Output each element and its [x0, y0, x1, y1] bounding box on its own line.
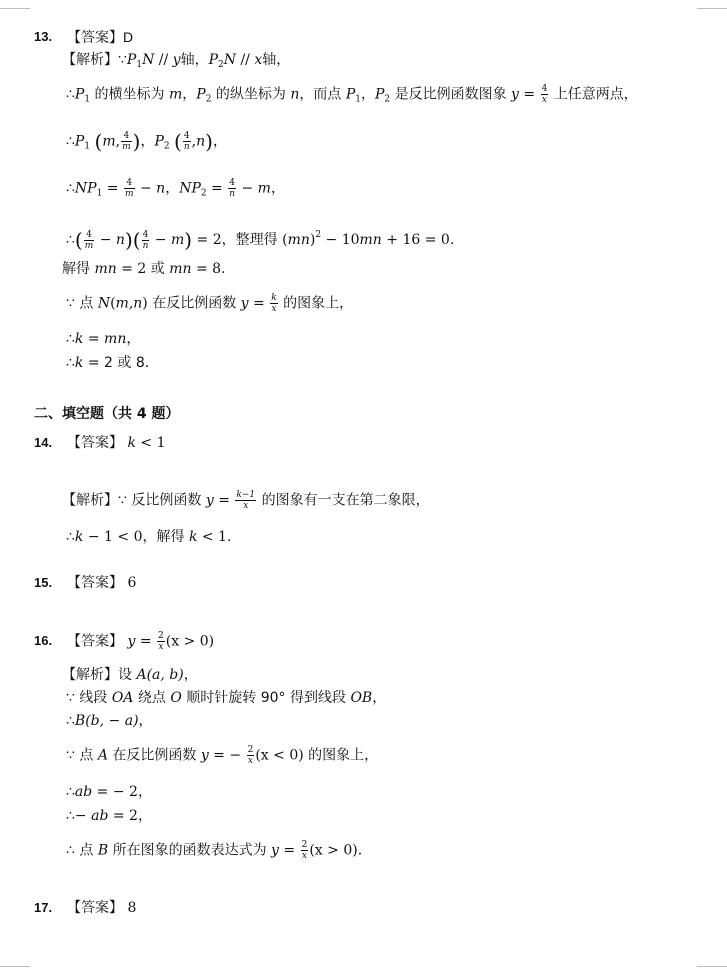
- math-var: NP: [179, 180, 201, 197]
- math-sub: 1: [136, 60, 143, 70]
- text-fragment: 设: [118, 667, 137, 683]
- math-var: k: [127, 435, 136, 451]
- fraction-numerator: k−1: [236, 490, 256, 500]
- text-fragment: ，整理得: [221, 232, 283, 248]
- therefore-symbol: ∴: [66, 842, 75, 859]
- text-fragment: 的纵坐标为: [211, 86, 291, 103]
- text-fragment: .: [357, 842, 363, 859]
- text-fragment: 所在图象的函数表达式为: [108, 842, 272, 859]
- therefore-symbol: ∴: [66, 784, 75, 800]
- therefore-symbol: ∴: [66, 86, 75, 103]
- math-var: B: [97, 842, 109, 859]
- q17-answer-tag: 【答案】: [67, 900, 123, 916]
- math-var: N: [223, 52, 236, 68]
- q13-analysis-line-9: [66, 353, 149, 373]
- text-fragment: 解得: [62, 261, 95, 277]
- math-var: x: [254, 52, 263, 68]
- math-var: (a, b): [146, 667, 184, 683]
- fraction: [124, 178, 135, 199]
- fraction-numerator: 4: [124, 178, 135, 189]
- fraction: [541, 84, 549, 105]
- fraction-numerator: 4: [229, 178, 235, 188]
- q16-analysis-line-3: [66, 711, 153, 731]
- math-op: ,: [191, 133, 197, 150]
- therefore-symbol: ∴: [66, 808, 75, 824]
- math-var: P: [74, 133, 85, 150]
- corner-mark-top-left: [0, 8, 30, 9]
- q16-analysis-line-4: [66, 745, 378, 766]
- fraction-numerator: 2: [158, 631, 164, 641]
- math-var: OA: [111, 690, 134, 706]
- fraction-numerator: 2: [247, 745, 254, 755]
- fraction-numerator: k: [271, 293, 277, 303]
- math-var: P: [74, 86, 85, 103]
- q16-analysis-line-7: [66, 840, 362, 861]
- because-symbol: ∵: [66, 295, 75, 312]
- fraction-denominator: x: [247, 756, 253, 766]
- because-symbol: ∵: [66, 690, 75, 706]
- text-fragment: 点: [74, 295, 98, 312]
- math-var: NP: [74, 180, 97, 197]
- math-sub: 1: [84, 94, 91, 105]
- q13-answer-tag: 【答案】: [67, 30, 123, 46]
- math-var: n: [290, 86, 300, 103]
- q14-analysis-line-1: [62, 490, 430, 511]
- text-fragment: ，: [270, 180, 285, 197]
- q14-answer-tag: 【答案】: [67, 435, 123, 451]
- math-op: = 2: [108, 808, 138, 824]
- fraction: [157, 631, 165, 652]
- fraction-numerator: 2: [301, 840, 308, 850]
- math-sup: 2: [315, 230, 322, 240]
- q13-answer-value: D: [123, 29, 134, 45]
- because-symbol: ∵: [66, 747, 75, 764]
- fraction-denominator: m: [84, 240, 94, 251]
- math-op: =: [248, 295, 270, 312]
- math-var: A: [136, 667, 147, 683]
- fraction-denominator: n: [229, 189, 236, 199]
- text-fragment: 上任意两点，: [549, 86, 638, 103]
- math-op: −: [74, 808, 92, 824]
- therefore-symbol: ∴: [66, 713, 75, 729]
- fraction-denominator: x: [243, 501, 249, 511]
- math-op: =: [135, 633, 157, 650]
- math-var: OB: [350, 690, 373, 706]
- math-var: n: [196, 133, 206, 150]
- q15-number: 15.: [34, 575, 53, 590]
- math-var: O: [170, 690, 182, 706]
- text-fragment: ，: [183, 667, 198, 683]
- therefore-symbol: ∴: [66, 232, 75, 248]
- math-var: P: [126, 52, 137, 68]
- text-fragment: 的横坐标为: [90, 86, 169, 103]
- math-op: =: [278, 842, 300, 859]
- math-var: N: [97, 295, 111, 312]
- text-fragment: ，解得: [142, 529, 189, 545]
- fraction: [84, 230, 95, 251]
- fraction: [121, 131, 132, 152]
- math-var: n: [115, 232, 125, 248]
- q16-answer-tag: 【答案】: [67, 633, 123, 650]
- math-var: n: [156, 180, 166, 197]
- q17-answer-value: 8: [127, 900, 137, 916]
- text-fragment: = 2 或 8: [83, 355, 145, 371]
- math-var: P: [374, 86, 385, 103]
- fraction-denominator: m: [122, 142, 131, 152]
- math-sub: 2: [163, 141, 170, 152]
- math-sub: 2: [384, 94, 391, 105]
- text-fragment: .: [144, 355, 150, 371]
- text-fragment: 轴，: [180, 52, 209, 68]
- math-var: k: [188, 529, 198, 545]
- math-var: P: [208, 52, 219, 68]
- because-symbol: ∵: [118, 52, 127, 68]
- q16-analysis-line-6: [66, 806, 152, 826]
- text-fragment: ，: [182, 86, 197, 103]
- math-var: m,n: [115, 295, 143, 312]
- text-fragment: ，: [137, 784, 152, 800]
- text-fragment: 轴，: [262, 52, 291, 68]
- text-fragment: 点: [74, 842, 98, 859]
- fraction-denominator: n: [183, 142, 190, 152]
- fraction-numerator: 4: [84, 230, 95, 241]
- q13-analysis-line-1: [62, 50, 290, 75]
- math-op: //: [154, 52, 173, 68]
- math-var: A: [97, 747, 108, 764]
- math-condition: (x < 0): [255, 747, 304, 764]
- fraction-denominator: x: [541, 95, 547, 105]
- text-fragment: ，: [140, 133, 155, 150]
- q13-analysis-line-2: [66, 84, 638, 110]
- math-op: = 2: [192, 232, 222, 248]
- text-fragment: 的图象有一支在第二象限，: [257, 492, 430, 509]
- math-var: y: [200, 747, 209, 764]
- math-sub: 1: [84, 141, 91, 152]
- q16-analysis-tag: 【解析】: [62, 667, 118, 683]
- q16-number: 16.: [34, 633, 53, 648]
- math-op: − 1 < 0: [83, 529, 143, 545]
- math-op: =: [213, 492, 235, 509]
- fraction-numerator: 4: [121, 131, 132, 142]
- math-var: y: [172, 52, 181, 68]
- math-var: y: [240, 295, 249, 312]
- fraction-numerator: 4: [541, 84, 548, 94]
- corner-mark-bottom-right: [697, 966, 727, 967]
- fraction-denominator: x: [158, 642, 164, 652]
- math-var: mn: [94, 261, 117, 277]
- math-var: y: [127, 633, 136, 650]
- q13-analysis-line-6: [62, 259, 226, 279]
- fraction-denominator: x: [301, 851, 307, 861]
- fraction: [142, 230, 150, 251]
- math-op: − 10: [321, 232, 360, 248]
- math-var: ab: [91, 808, 109, 824]
- text-fragment: 点: [74, 747, 98, 764]
- math-op: =: [518, 86, 540, 103]
- text-fragment: 在反比例函数: [147, 295, 241, 312]
- text-fragment: ，: [165, 180, 180, 197]
- q15-answer-tag: 【答案】: [67, 575, 123, 591]
- text-fragment: ，: [138, 713, 153, 729]
- math-var: (b, − a): [85, 713, 139, 729]
- math-var: B: [74, 713, 86, 729]
- q13-analysis-line-8: [66, 329, 140, 349]
- fraction: [228, 178, 236, 199]
- math-sub: 2: [218, 60, 224, 70]
- math-op: = 8: [191, 261, 222, 277]
- q17-number: 17.: [34, 900, 53, 915]
- math-sub: 2: [205, 94, 212, 105]
- math-op: =: [102, 180, 123, 197]
- text-fragment: ，: [360, 86, 375, 103]
- therefore-symbol: ∴: [66, 133, 75, 150]
- math-op: −: [135, 180, 157, 197]
- text-fragment: ，: [126, 331, 141, 347]
- fraction-numerator: 4: [142, 229, 149, 240]
- section-heading: 二、填空题（共 4 题）: [34, 406, 180, 422]
- math-op: < 1: [197, 529, 227, 545]
- math-var: mn: [104, 331, 127, 347]
- math-op: ,: [115, 133, 121, 150]
- math-var: P: [154, 133, 164, 150]
- math-op: = −: [208, 747, 246, 764]
- text-fragment: 在反比例函数: [107, 747, 201, 764]
- math-var: P: [345, 86, 356, 103]
- math-op: −: [237, 180, 258, 197]
- fraction: [301, 840, 309, 861]
- math-var: mn: [169, 261, 192, 277]
- math-op: //: [236, 52, 255, 68]
- math-op: =: [83, 331, 105, 347]
- q14-analysis-tag: 【解析】: [62, 492, 118, 509]
- math-sub: 2: [200, 188, 207, 199]
- fraction-denominator: x: [271, 304, 277, 314]
- text-fragment: 是反比例函数图象: [390, 86, 512, 103]
- q15-answer-value: 6: [127, 575, 137, 591]
- fraction-numerator: 4: [183, 131, 190, 141]
- math-op: −: [150, 232, 172, 248]
- q14-number: 14.: [34, 435, 53, 450]
- math-var: k: [74, 529, 84, 545]
- math-var: m: [102, 133, 116, 150]
- q13-analysis-line-7: ∵ 点 N(m,n) 在反比例函数 y = $\frac{k}{x}$ 的图象上，: [66, 293, 354, 314]
- text-fragment: 反比例函数: [126, 492, 206, 509]
- math-op: < 1: [135, 435, 166, 451]
- math-op: + 16 = 0: [381, 232, 450, 248]
- text-fragment: ，而点: [299, 86, 346, 103]
- therefore-symbol: ∴: [66, 180, 75, 197]
- fraction-denominator: m: [124, 189, 134, 199]
- math-op: =: [206, 180, 228, 197]
- math-op: = − 2: [92, 784, 138, 800]
- q13-analysis-line-4: [66, 178, 285, 204]
- math-sub: 1: [96, 188, 103, 199]
- q13-analysis-line-5: ∴( $\frac{4}{m}$ − n)( $\frac{4}{n}$ − m) = 2，整理得 (mn)$^2$ − 10mn + 16 = 0.: [66, 228, 455, 252]
- text-fragment: 绕点: [133, 690, 171, 706]
- math-var: mn: [287, 232, 310, 248]
- fraction: [183, 131, 191, 152]
- math-var: k: [74, 331, 84, 347]
- corner-mark-top-right: [697, 8, 727, 9]
- q13-analysis-line-3: $\therefore P_1$ (m, $\frac{4}{m}$ )，$P_2$ ( $\frac{4}{n}$ ,n)，: [66, 129, 227, 154]
- math-var: P: [196, 86, 206, 103]
- q14-analysis-line-2: [66, 527, 231, 547]
- fraction: [247, 745, 255, 766]
- q13-number: 13.: [34, 29, 53, 44]
- math-var: y: [205, 492, 214, 509]
- therefore-symbol: ∴: [66, 529, 75, 545]
- math-var: mn: [359, 232, 382, 248]
- math-sub: 1: [355, 94, 361, 105]
- math-var: m: [257, 180, 271, 197]
- math-var: k: [74, 355, 84, 371]
- text-fragment: .: [449, 232, 455, 248]
- text-fragment: .: [221, 261, 226, 277]
- text-fragment: 的图象上，: [278, 295, 354, 312]
- fraction: [270, 293, 277, 314]
- q13-analysis-tag: 【解析】: [62, 52, 118, 68]
- math-condition: (x > 0): [309, 842, 358, 859]
- math-var: y: [511, 86, 519, 103]
- q16-analysis-line-5: [66, 782, 152, 802]
- because-symbol: ∵: [118, 492, 127, 509]
- text-fragment: ，: [137, 808, 152, 824]
- math-op: −: [95, 232, 116, 248]
- therefore-symbol: ∴: [66, 331, 75, 347]
- text-fragment: ，: [212, 133, 227, 150]
- text-fragment: .: [226, 529, 232, 545]
- corner-mark-bottom-left: [0, 966, 30, 967]
- math-condition: (x > 0): [165, 633, 215, 650]
- math-var: m: [171, 232, 185, 248]
- therefore-symbol: ∴: [66, 355, 75, 371]
- text-fragment: 或: [150, 261, 170, 277]
- text-fragment: 顺时针旋转 90° 得到线段: [181, 690, 351, 706]
- text-fragment: 线段: [74, 690, 112, 706]
- math-var: y: [271, 842, 279, 859]
- fraction-denominator: n: [142, 240, 149, 251]
- fraction: [235, 490, 256, 511]
- math-var: N: [142, 52, 155, 68]
- text-fragment: 的图象上，: [303, 747, 379, 764]
- q16-analysis-line-1: [62, 665, 198, 685]
- math-op: = 2: [116, 261, 151, 277]
- q16-analysis-line-2: [66, 688, 386, 708]
- math-var: ab: [74, 784, 93, 800]
- text-fragment: ，: [372, 690, 387, 706]
- math-var: m: [168, 86, 183, 103]
